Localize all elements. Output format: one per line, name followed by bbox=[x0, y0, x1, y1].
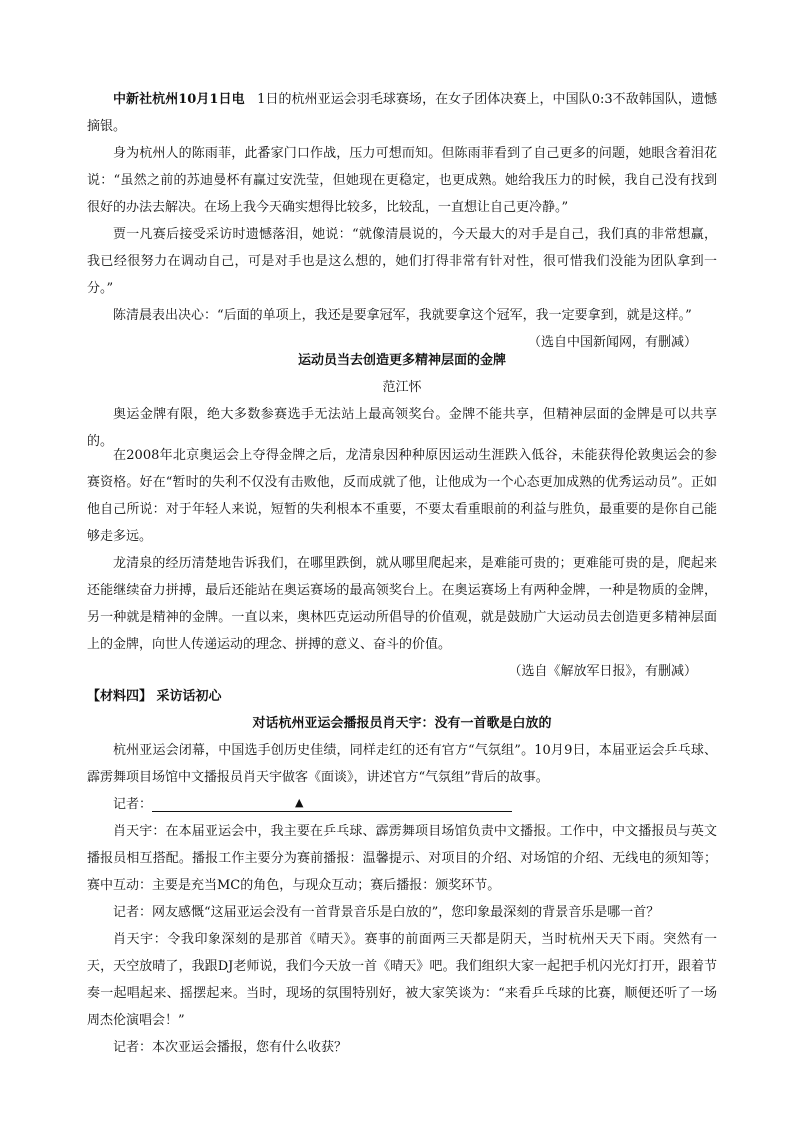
article-section-continued bbox=[87, 442, 717, 685]
interview-answer-2: 肖天宇：令我印象深刻的是那首《晴天》。赛事的前面两三天都是阴天，当时杭州天天下雨。突然有一天，天空放晴了，我跟DJ老师说，我们今天放一首《晴天》吧。我们组织大家一起把手机闪光灯打开，跟着节奏一起唱起来、摇摆起来。当时，现场的氛围特别好，被大家笑谈为：“来看乒乓球的比赛，顺便还听了一场周杰伦演唱会！” bbox=[87, 932, 717, 1028]
answer-blank-line bbox=[152, 795, 512, 812]
news-paragraph-3: 贾一凡赛后接受采访时遗憾落泪，她说：“就像清晨说的，今天最大的对手是自己，我们真的非常想赢，我已经很努力在调动自己，可是对手也是这么想的，她们打得非常有针对性，很可惜我们没能为团队拿到一分。” bbox=[87, 227, 717, 296]
material-4-section bbox=[87, 683, 717, 1061]
interview-question-1 bbox=[87, 791, 717, 818]
blank-marker-triangle: ▲ bbox=[295, 796, 304, 809]
news-paragraph-4: 陈清晨表出决心：“后面的单项上，我还是要拿冠军，我就要拿这个冠军，我一定要拿到，就是这样。” bbox=[113, 308, 692, 323]
article-author: 范江怀 bbox=[382, 380, 422, 395]
material-4-heading: 【材料四】 采访话初心 bbox=[87, 689, 222, 704]
news-section-1 bbox=[87, 86, 717, 356]
interview-intro: 杭州亚运会闭幕，中国选手创历史佳绩，同样走红的还有官方“气氛组”。10月9日，本届亚运会乒乓球、霹雳舞项目场馆中文播报员肖天宇做客《面谈》，讲述官方“气氛组”背后的故事。 bbox=[87, 743, 717, 785]
news-dateline: 中新社杭州10月1日电 bbox=[113, 92, 245, 107]
reporter-label: 记者： bbox=[113, 797, 153, 812]
interview-question-3: 记者：本次亚运会播报，您有什么收获？ bbox=[113, 1040, 348, 1055]
interview-answer-1: 肖天宇：在本届亚运会中，我主要在乒乓球、霹雳舞项目场馆负责中文播报。工作中，中文播报员与英文播报员相互搭配。播报工作主要分为赛前播报：温馨提示、对项目的介绍、对场馆的介绍、无线电的须知等；赛中互动：主要是充当MC的角色，与现众互动；赛后播报：颁奖环节。 bbox=[87, 824, 717, 893]
interview-title: 对话杭州亚运会播报员肖天宇：没有一首歌是白放的 bbox=[252, 716, 552, 731]
news-lead-text: 1日的杭州亚运会羽毛球赛场，在女子团体决赛上，中国队0:3不敌韩国队，遗憾摘银。 bbox=[87, 92, 717, 134]
article-title: 运动员当去创造更多精神层面的金牌 bbox=[297, 353, 506, 368]
article-paragraph-1: 奥运金牌有限，绝大多数参赛选手无法站上最高领奖台。金牌不能共享，但精神层面的金牌是可以共享的。 bbox=[87, 407, 717, 449]
article-source-caption: （选自《解放军日报》，有删减） bbox=[508, 664, 697, 679]
news-paragraph-2: 身为杭州人的陈雨菲，此番家门口作战，压力可想而知。但陈雨菲看到了自己更多的问题，她眼含着泪花说：“虽然之前的苏迪曼杯有赢过安洗莹，但她现在更稳定，也更成熟。她给我压力的时候，我自己没有找到很好的办法去解决。在场上我今天确实想得比较多，比较乱，一直想让自己更冷静。” bbox=[87, 146, 717, 215]
article-paragraph-2: 在2008年北京奥运会上夺得金牌之后，龙清泉因种种原因运动生涯跌入低谷，未能获得伦敦奥运会的参赛资格。好在“暂时的失利不仅没有击败他，反而成就了他，让他成为一个心态更加成熟的优秀运动员”。正如他自己所说：对于年轻人来说，短暂的失利根本不重要，不要太看重眼前的利益与胜负，最重要的是你自己能够走多远。 bbox=[87, 448, 717, 544]
interview-question-2: 记者：网友感慨“这届亚运会没有一首背景音乐是白放的”，您印象最深刻的背景音乐是哪一首？ bbox=[113, 905, 660, 920]
news-lead-paragraph bbox=[87, 86, 717, 140]
article-paragraph-3: 龙清泉的经历清楚地告诉我们，在哪里跌倒，就从哪里爬起来，是难能可贵的；更难能可贵的是，爬起来还能继续奋力拼搏，最后还能站在奥运赛场的最高领奖台上。在奥运赛场上有两种金牌，一种是物质的金牌，另一种就是精神的金牌。一直以来，奥林匹克运动所倡导的价值观，就是鼓励广大运动员去创造更多精神层面上的金牌，向世人传递运动的理念、拼搏的意义、奋斗的价值。 bbox=[87, 556, 717, 652]
news-source-caption: （选自中国新闻网，有删减） bbox=[527, 335, 697, 350]
article-section bbox=[87, 347, 717, 455]
